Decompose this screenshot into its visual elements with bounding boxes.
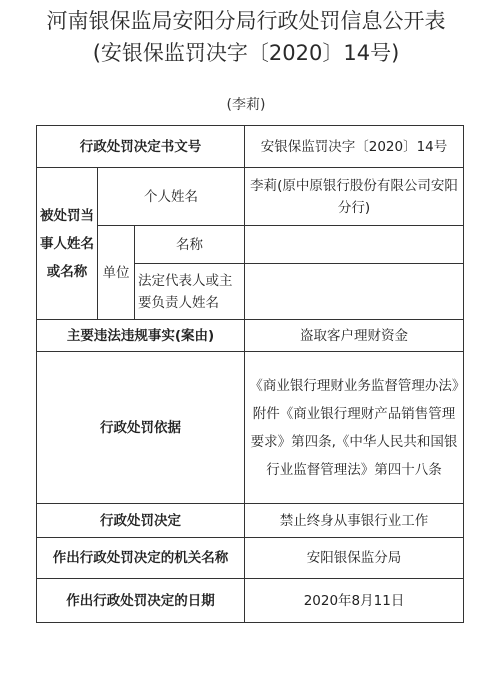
penalty-basis-value: 《商业银行理财业务监督管理办法》附件《商业银行理财产品销售管理要求》第四条,《中华人民共和国银行业监督管理法》第四十八条 bbox=[245, 352, 464, 504]
unit-name-label: 名称 bbox=[135, 226, 245, 264]
unit-name-value bbox=[245, 226, 464, 264]
penalty-info-table bbox=[36, 125, 464, 623]
table-row bbox=[37, 168, 464, 226]
decision-date-value: 2020年8月11日 bbox=[245, 579, 464, 623]
doc-number-value: 安银保监罚决字〔2020〕14号 bbox=[245, 126, 464, 168]
legal-representative-label: 法定代表人或主要负责人姓名 bbox=[135, 264, 245, 320]
document-number-title: (安银保监罚决字〔2020〕14号) bbox=[92, 41, 400, 65]
unit-label: 单位 bbox=[98, 226, 135, 320]
individual-name-value: 李莉(原中原银行股份有限公司安阳分行) bbox=[245, 168, 464, 226]
decision-date-label: 作出行政处罚决定的日期 bbox=[37, 579, 245, 623]
individual-name-label: 个人姓名 bbox=[98, 168, 245, 226]
legal-representative-value bbox=[245, 264, 464, 320]
table-row bbox=[37, 579, 464, 623]
table-row bbox=[37, 320, 464, 352]
violation-facts-label: 主要违法违规事实(案由) bbox=[37, 320, 245, 352]
authority-label: 作出行政处罚决定的机关名称 bbox=[37, 538, 245, 579]
table-row bbox=[37, 504, 464, 538]
doc-number-label: 行政处罚决定书文号 bbox=[37, 126, 245, 168]
party-group-label: 被处罚当事人姓名或名称 bbox=[37, 168, 98, 320]
table-row bbox=[37, 538, 464, 579]
party-name-subtitle: (李莉) bbox=[226, 97, 266, 113]
page-title: 河南银保监局安阳分局行政处罚信息公开表 bbox=[46, 9, 446, 33]
penalty-basis-label: 行政处罚依据 bbox=[37, 352, 245, 504]
table-row bbox=[37, 226, 464, 264]
authority-value: 安阳银保监分局 bbox=[245, 538, 464, 579]
violation-facts-value: 盗取客户理财资金 bbox=[245, 320, 464, 352]
penalty-decision-value: 禁止终身从事银行业工作 bbox=[245, 504, 464, 538]
table-row bbox=[37, 126, 464, 168]
table-row bbox=[37, 352, 464, 504]
penalty-decision-label: 行政处罚决定 bbox=[37, 504, 245, 538]
